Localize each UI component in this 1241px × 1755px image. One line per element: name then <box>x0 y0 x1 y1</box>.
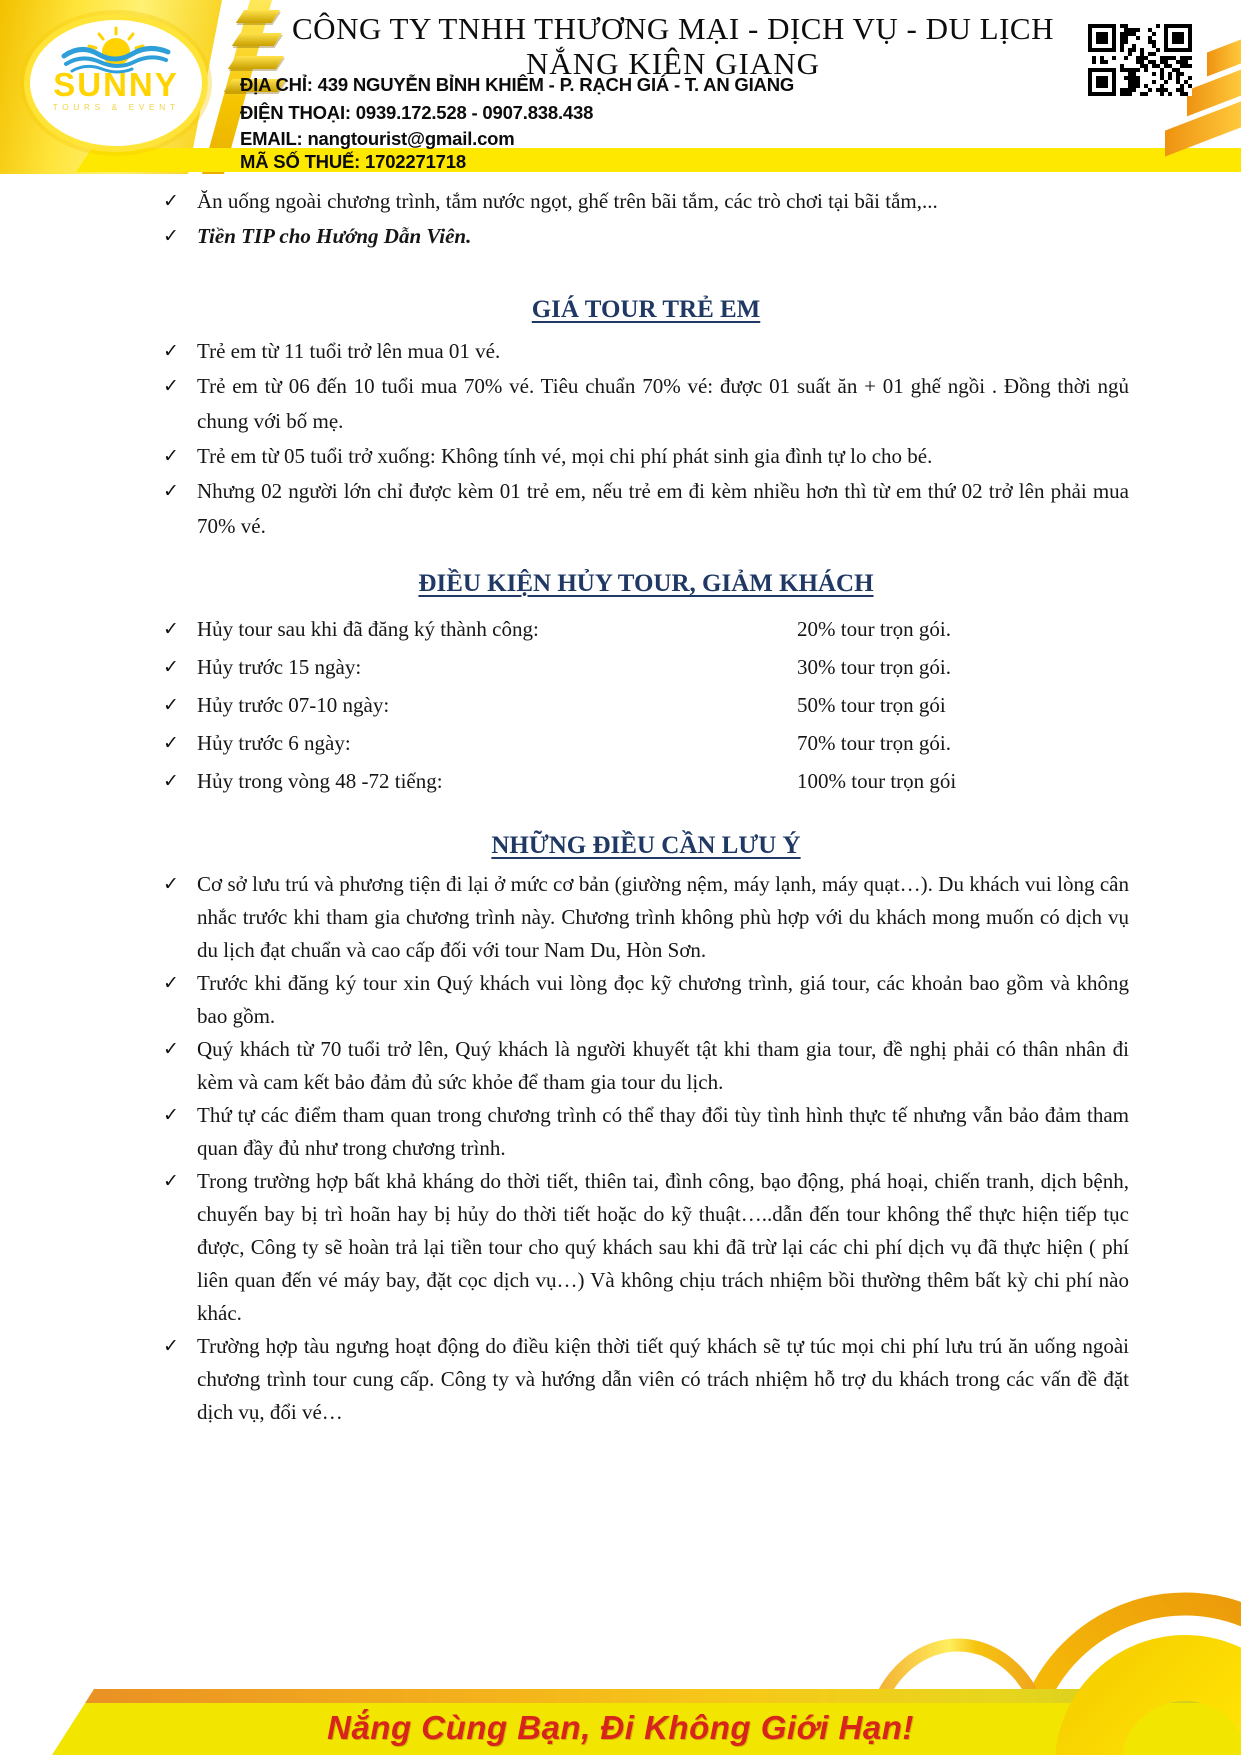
excluded-items-list <box>0 184 1241 254</box>
company-name-line2: NẮNG KIÊN GIANG <box>526 46 820 81</box>
cancellation-row <box>163 724 1129 762</box>
cancellation-row <box>163 648 1129 686</box>
company-name-line1: CÔNG TY TNHH THƯƠNG MẠI - DỊCH VỤ - DU LỊCH <box>292 11 1054 46</box>
row-label: Hủy trong vòng 48 -72 tiếng: <box>197 769 443 793</box>
row-label: Hủy trước 07-10 ngày: <box>197 693 390 717</box>
check-icon: ✓ <box>163 1038 179 1060</box>
child-price-item <box>163 369 1129 439</box>
section-heading-notes: NHỮNG ĐIỀU CẦN LƯU Ý <box>491 832 801 859</box>
company-tax-id: MÃ SỐ THUẾ: 1702271718 <box>240 151 466 172</box>
cancellation-policy-list <box>0 610 1241 800</box>
child-price-item <box>163 334 1129 369</box>
child-price-list <box>0 334 1241 544</box>
check-icon: ✓ <box>163 340 179 362</box>
row-value: 20% tour trọn gói. <box>797 617 951 641</box>
cancellation-row <box>163 686 1129 724</box>
item-text: Trẻ em từ 05 tuổi trở xuống: Không tính vé, mọi chi phí phát sinh gia đình tự lo cho bé. <box>197 444 933 468</box>
row-label: Hủy tour sau khi đã đăng ký thành công: <box>197 617 539 641</box>
row-value: 50% tour trọn gói <box>797 693 946 717</box>
cancellation-row <box>163 610 1129 648</box>
child-price-item <box>163 439 1129 474</box>
row-label: Hủy trước 15 ngày: <box>197 655 362 679</box>
check-icon: ✓ <box>163 694 179 716</box>
item-text: Cơ sở lưu trú và phương tiện đi lại ở mức cơ bản (giường nệm, máy lạnh, máy quạt…). Du khách vui lòng cân nhắc trước khi tham gia chương trình này. Chương trình không phù hợp với du khách mong muốn có dịch vụ du lịch đạt chuẩn và cao cấp đối với tour Nam Du, Hòn Sơn. <box>197 872 1129 962</box>
check-icon: ✓ <box>163 972 179 994</box>
check-icon: ✓ <box>163 1170 179 1192</box>
check-icon: ✓ <box>163 480 179 502</box>
note-item <box>163 1165 1129 1330</box>
item-text: Ăn uống ngoài chương trình, tắm nước ngọt, ghế trên bãi tắm, các trò chơi tại bãi tắm,... <box>197 189 938 213</box>
section-heading-cancellation: ĐIỀU KIỆN HỦY TOUR, GIẢM KHÁCH <box>418 570 874 597</box>
check-icon: ✓ <box>163 1335 179 1357</box>
document-body <box>0 174 1241 1429</box>
row-value: 70% tour trọn gói. <box>797 731 951 755</box>
excluded-item <box>163 219 1129 254</box>
company-email: EMAIL: nangtourist@gmail.com <box>240 128 515 149</box>
company-letterhead <box>0 0 1241 174</box>
check-icon: ✓ <box>163 375 179 397</box>
item-text: Trẻ em từ 11 tuổi trở lên mua 01 vé. <box>197 339 501 363</box>
note-item <box>163 967 1129 1033</box>
company-phone: ĐIỆN THOẠI: 0939.172.528 - 0907.838.438 <box>240 102 594 123</box>
check-icon: ✓ <box>163 732 179 754</box>
item-text: Trường hợp tàu ngưng hoạt động do điều kiện thời tiết quý khách sẽ tự túc mọi chi phí lưu trú ăn uống ngoài chương trình tour cung cấp. Công ty và hướng dẫn viên có trách nhiệm hỗ trợ du khách trong các vấn đề đặt dịch vụ, đổi vé… <box>197 1334 1129 1424</box>
qr-code-icon <box>1088 24 1192 96</box>
notes-list <box>0 868 1241 1429</box>
footer-ring-decoration <box>801 1415 1241 1755</box>
excluded-item <box>163 184 1129 219</box>
item-text: Trước khi đăng ký tour xin Quý khách vui lòng đọc kỹ chương trình, giá tour, các khoản bao gồm và không bao gồm. <box>197 971 1129 1028</box>
check-icon: ✓ <box>163 770 179 792</box>
cancellation-row <box>163 762 1129 800</box>
logo-tagline: TOURS & EVENT <box>52 102 180 112</box>
note-item <box>163 1033 1129 1099</box>
check-icon: ✓ <box>163 618 179 640</box>
check-icon: ✓ <box>163 1104 179 1126</box>
check-icon: ✓ <box>163 873 179 895</box>
note-item <box>163 1099 1129 1165</box>
item-text: Quý khách từ 70 tuổi trở lên, Quý khách là người khuyết tật khi tham gia tour, đề nghị phải có thân nhân đi kèm và cam kết bảo đảm đủ sức khỏe để tham gia tour du lịch. <box>197 1037 1129 1094</box>
item-text: Trong trường hợp bất khả kháng do thời tiết, thiên tai, đình công, bạo động, phá hoại, chiến tranh, dịch bệnh, chuyến bay bị trì hoãn hay bị hủy do thời tiết hoặc do kỹ thuật…..dẫn đến tour không thể thực hiện tiếp tục được, Công ty sẽ hoàn trả lại tiền tour cho quý khách sau khi đã trừ lại các chi phí dịch vụ đã thực hiện ( phí liên quan đến vé máy bay, đặt cọc dịch vụ…) Và không chịu trách nhiệm bồi thường thêm bất kỳ chi phí nào khác. <box>197 1169 1129 1325</box>
note-item <box>163 868 1129 967</box>
sunny-logo <box>30 20 202 146</box>
footer-slogan: Nắng Cùng Bạn, Đi Không Giới Hạn! <box>327 1709 914 1746</box>
check-icon: ✓ <box>163 656 179 678</box>
logo-name: SUNNY <box>53 66 179 103</box>
check-icon: ✓ <box>163 445 179 467</box>
check-icon: ✓ <box>163 190 179 212</box>
item-text: Thứ tự các điểm tham quan trong chương trình có thể thay đổi tùy tình hình thực tế nhưng vẫn bảo đảm tham quan đầy đủ như trong chương trình. <box>197 1103 1129 1160</box>
item-text: Tiền TIP cho Hướng Dẫn Viên. <box>197 224 472 248</box>
row-label: Hủy trước 6 ngày: <box>197 731 351 755</box>
company-address: ĐỊA CHỈ: 439 NGUYỄN BỈNH KHIÊM - P. RẠCH GIÁ - T. AN GIANG <box>240 74 795 95</box>
row-value: 100% tour trọn gói <box>797 769 957 793</box>
item-text: Nhưng 02 người lớn chỉ được kèm 01 trẻ em, nếu trẻ em đi kèm nhiều hơn thì từ em thứ 02 trở lên phải mua 70% vé. <box>197 479 1129 538</box>
item-text: Trẻ em từ 06 đến 10 tuổi mua 70% vé. Tiêu chuẩn 70% vé: được 01 suất ăn + 01 ghế ngồi . Đồng thời ngủ chung với bố mẹ. <box>197 374 1129 433</box>
child-price-item <box>163 474 1129 544</box>
section-heading-child-prices: GIÁ TOUR TRẺ EM <box>531 296 761 323</box>
check-icon: ✓ <box>163 225 179 247</box>
row-value: 30% tour trọn gói. <box>797 655 951 679</box>
